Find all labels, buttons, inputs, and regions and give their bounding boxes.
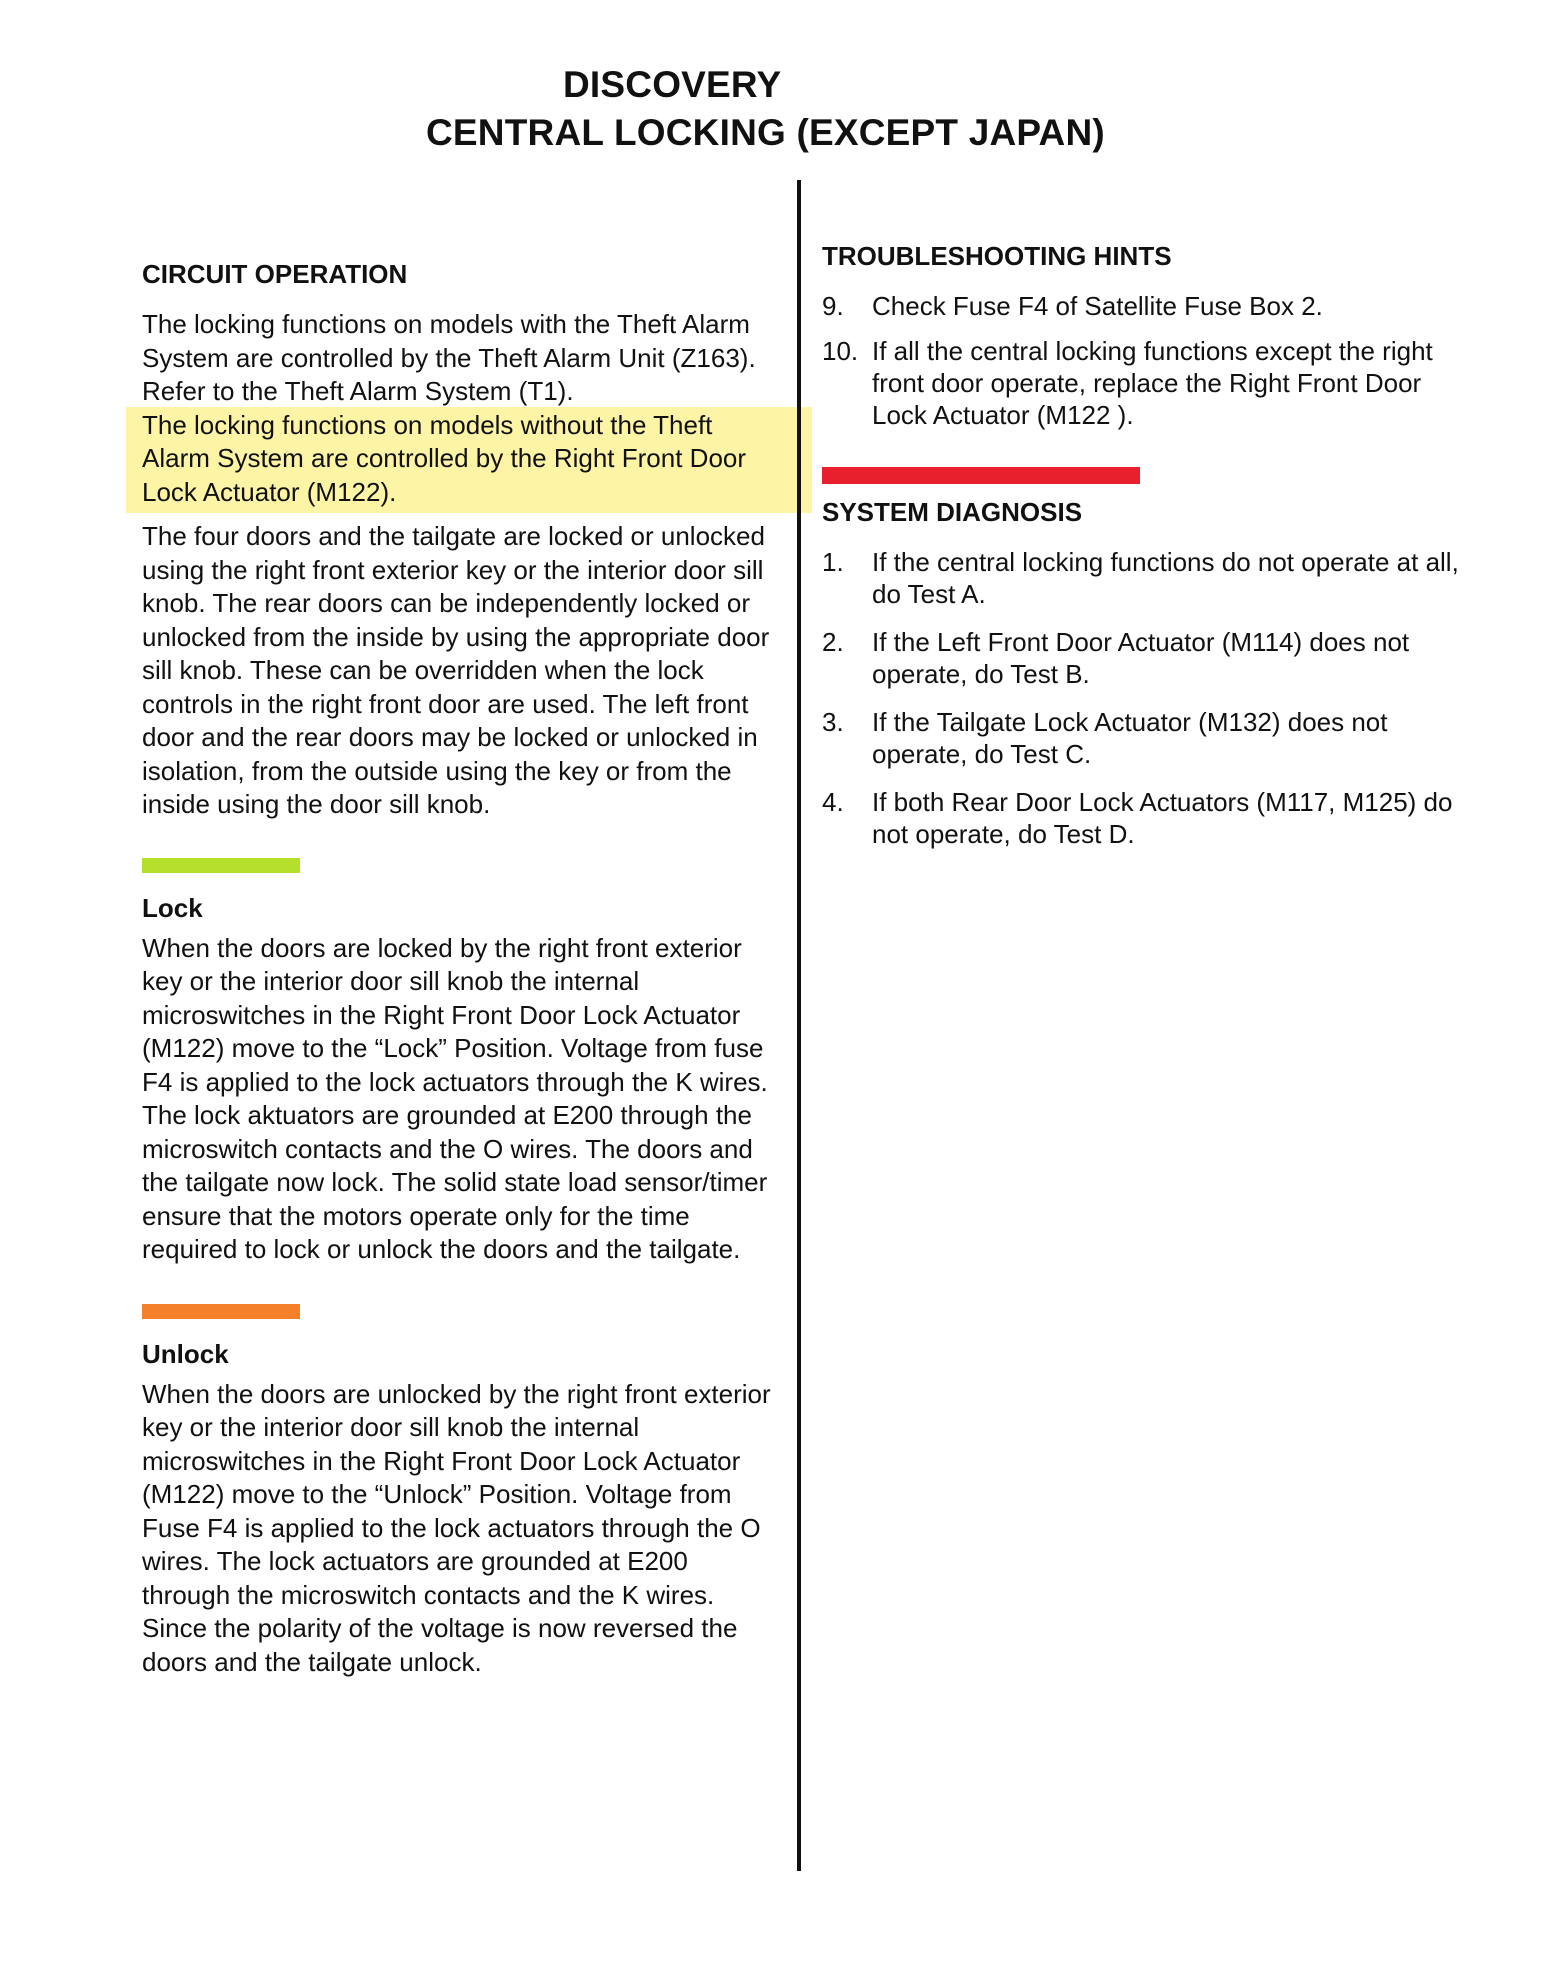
circuit-operation-para2: The four doors and the tailgate are locked or unlocked using the right front exterior key or the interior door sill knob. The rear doors can be independently locked or unlocked from the inside by using the appropriate door sill knob. These can be overridden when the lock controls in the right front door are used. The left front door and the rear doors may be locked or unlocked in isolation, from the outside using the key or from the inside using the door sill knob. (142, 521, 770, 819)
list-item-text: If both Rear Door Lock Actuators (M117, M125) do not operate, do Test D. (872, 787, 1453, 849)
right-column (822, 240, 1462, 850)
list-item (822, 335, 1462, 431)
document-title-line2: CENTRAL LOCKING (EXCEPT JAPAN) (426, 112, 1105, 153)
diagnosis-section-color-bar (822, 467, 1140, 484)
list-item-text: If the Left Front Door Actuator (M114) does not operate, do Test B. (872, 627, 1410, 689)
troubleshooting-heading: TROUBLESHOOTING HINTS (822, 241, 1172, 271)
list-item (822, 626, 1462, 690)
list-item-number: 2. (822, 627, 844, 657)
unlock-section-color-bar (142, 1304, 300, 1319)
list-item (822, 546, 1462, 610)
list-item (822, 786, 1462, 850)
circuit-operation-highlighted-text: The locking functions on models without the Theft Alarm System are controlled by the Right Front Door Lock Actuator (M122). (142, 409, 772, 510)
list-item (822, 706, 1462, 770)
list-item-number: 9. (822, 291, 844, 321)
list-item-number: 3. (822, 707, 844, 737)
list-item-text: If the Tailgate Lock Actuator (M132) does not operate, do Test C. (872, 707, 1388, 769)
list-item-text: If all the central locking functions except the right front door operate, replace the Right Front Door Lock Actuator (M122 ). (872, 336, 1433, 430)
list-item-number: 1. (822, 547, 844, 577)
lock-section-color-bar (142, 858, 300, 873)
list-item-text: Check Fuse F4 of Satellite Fuse Box 2. (872, 291, 1323, 321)
circuit-operation-heading: CIRCUIT OPERATION (142, 259, 408, 289)
system-diagnosis-heading: SYSTEM DIAGNOSIS (822, 497, 1083, 527)
lock-text: When the doors are locked by the right front exterior key or the interior door sill knob the internal microswitches in the Right Front Door Lock Actuator (M122) move to the “Lock” Position. Voltage from fuse F4 is applied to the lock actuators through the K wires. The lock aktuators are grounded at E200 through the microswitch contacts and the O wires. The doors and the tailgate now lock. The solid state load sensor/timer ensure that the motors operate only for the time required to lock or unlock the doors and the tailgate. (142, 932, 768, 1264)
unlock-heading: Unlock (142, 1338, 229, 1369)
document-title-line1: DISCOVERY (563, 64, 782, 105)
list-item-number: 10. (822, 336, 859, 366)
list-item-text: If the central locking functions do not operate at all, do Test A. (872, 547, 1459, 609)
column-divider (797, 180, 801, 1871)
diagnosis-list (822, 546, 1462, 850)
list-item (822, 290, 1462, 322)
circuit-operation-para1: The locking functions on models with the Theft Alarm System are controlled by the Theft Alarm Unit (Z163). Refer to the Theft Alarm System (T1). (142, 309, 756, 406)
lock-heading: Lock (142, 892, 203, 923)
troubleshooting-list (822, 290, 1462, 431)
unlock-text: When the doors are unlocked by the right front exterior key or the interior door sill knob the internal microswitches in the Right Front Door Lock Actuator (M122) move to the “Unlock” Position. Voltage from Fuse F4 is applied to the lock actuators through the O wires. The lock actuators are grounded at E200 through the microswitch contacts and the K wires. Since the polarity of the voltage is now reversed the doors and the tailgate unlock. (142, 1378, 771, 1677)
list-item-number: 4. (822, 787, 844, 817)
left-column (142, 258, 772, 1679)
